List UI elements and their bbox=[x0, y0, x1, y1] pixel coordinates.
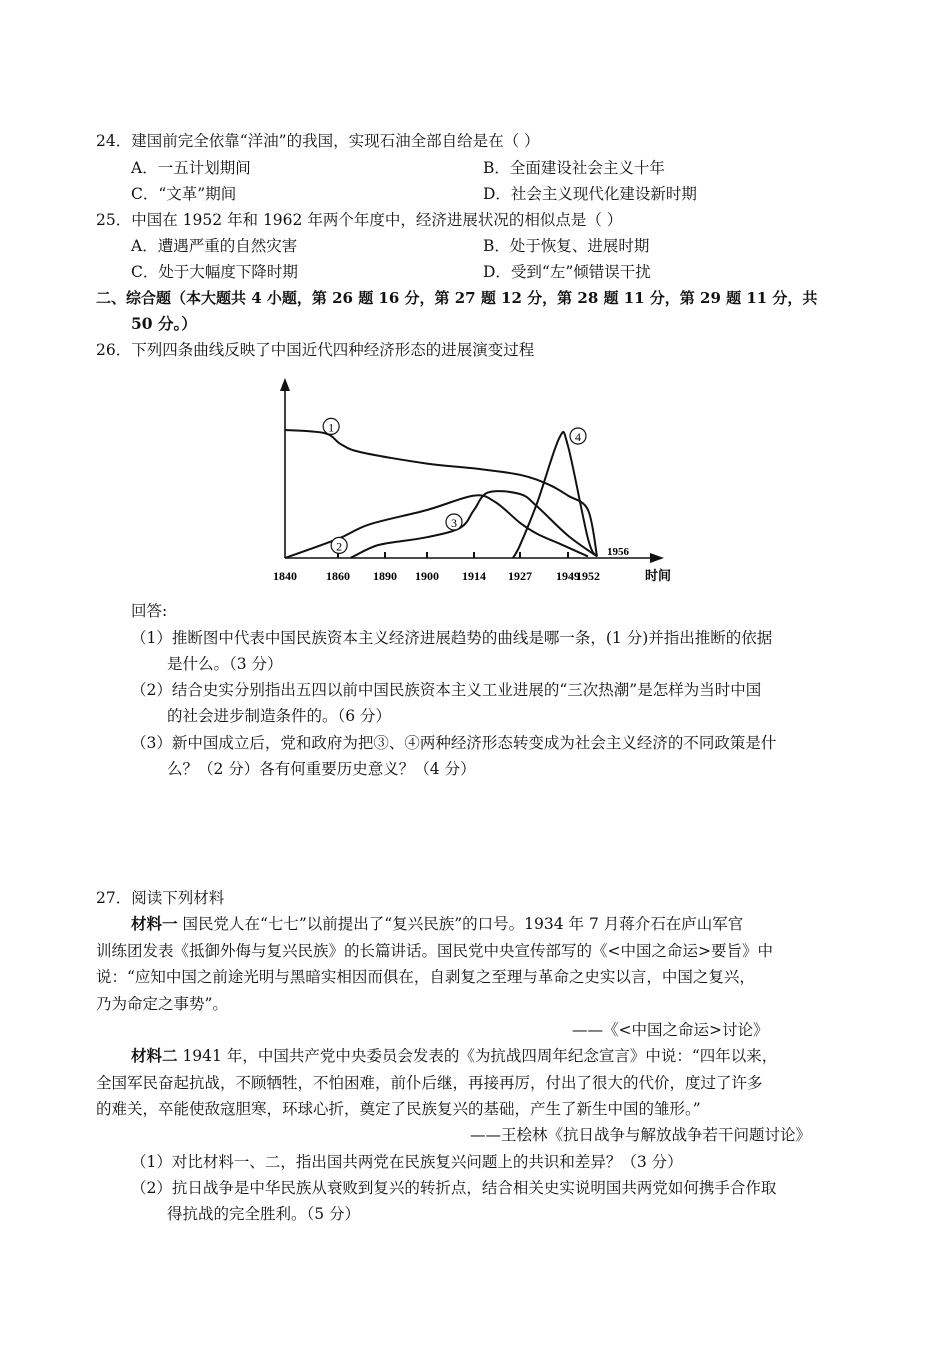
q24-option-c: C．“文革”期间 bbox=[131, 185, 237, 203]
x-tick-label-1914: 1914 bbox=[462, 569, 486, 583]
q25-option-d: D．受到“左”倾错误干扰 bbox=[483, 263, 651, 281]
x-tick-label-1949: 1949 bbox=[556, 569, 580, 583]
series-label-1: 1 bbox=[328, 420, 335, 435]
q27-material2-line3: 的难关，卒能使敌寇胆寒，环球心折，奠定了民族复兴的基础，产生了新生中国的雏形。” bbox=[96, 1100, 701, 1118]
material2-label: 材料二 bbox=[131, 1046, 178, 1065]
x-axis-arrow bbox=[650, 553, 664, 563]
q27-sub2-line1: （2）抗日战争是中华民族从衰败到复兴的转折点，结合相关史实说明国共两党如何携手合作取 bbox=[131, 1179, 777, 1197]
annotation-1956: 1956 bbox=[607, 546, 629, 558]
q26-answer-label: 回答: bbox=[131, 602, 168, 620]
q26-sub1-line2: 是什么。（3 分） bbox=[167, 655, 283, 673]
q25-stem: 25．中国在 1952 年和 1962 年两个年度中，经济进展状况的相似点是（ ） bbox=[96, 211, 623, 229]
q25-option-a: A．遭遇严重的自然灾害 bbox=[131, 237, 298, 255]
q27-material1-line4: 乃为命定之事势”。 bbox=[96, 995, 228, 1013]
q27-sub1: （1）对比材料一、二，指出国共两党在民族复兴问题上的共识和差异？（3 分） bbox=[131, 1153, 683, 1171]
curve-series-4 bbox=[513, 432, 597, 558]
series-label-4: 4 bbox=[575, 430, 581, 444]
chart-axes bbox=[280, 378, 664, 563]
q24-option-b: B．全面建设社会主义十年 bbox=[483, 159, 665, 177]
q26-stem: 26．下列四条曲线反映了中国近代四种经济形态的进展演变过程 bbox=[96, 341, 535, 359]
q26-sub1-line1: （1）推断图中代表中国民族资本主义经济进展趋势的曲线是哪一条，(1 分)并指出推断的依据 bbox=[131, 629, 773, 647]
q27-material1-line1 bbox=[131, 914, 743, 934]
q27-sub2-line2: 得抗战的完全胜利。（5 分） bbox=[167, 1205, 361, 1223]
q27-material2-line2: 全国军民奋起抗战，不顾牺牲，不怕困难，前仆后继，再接再厉，付出了很大的代价，度过了许多 bbox=[96, 1074, 763, 1092]
q26-sub2-line2: 的社会进步制造条件的。（6 分） bbox=[167, 707, 392, 725]
q27-material1-line3: 说：“应知中国之前途光明与黑暗实相因而俱在，自剥复之至理与革命之史实以言，中国之复兴， bbox=[96, 968, 755, 986]
q26-sub3-line1: （3）新中国成立后，党和政府为把③、④两种经济形态转变成为社会主义经济的不同政策是什 bbox=[131, 734, 777, 752]
material1-label: 材料一 bbox=[131, 914, 178, 933]
material1-text: 国民党人在“七七”以前提出了“复兴民族”的口号。1934 年 7 月蒋介石在庐山军官 bbox=[177, 915, 744, 933]
economy-curves-chart bbox=[270, 375, 690, 590]
x-axis-label: 时间 bbox=[645, 568, 672, 583]
section2-heading-line2: 50 分。） bbox=[131, 314, 197, 333]
x-tick-label-1927: 1927 bbox=[508, 569, 532, 583]
q24-option-a: A．一五计划期间 bbox=[131, 159, 251, 177]
q27-material1-source: ——《<中国之命运>讨论》 bbox=[572, 1021, 769, 1039]
curve-series-3 bbox=[351, 491, 597, 558]
q27-material2-line1 bbox=[131, 1046, 777, 1066]
curve-series-2 bbox=[285, 495, 588, 558]
q26-sub2-line1: （2）结合史实分别指出五四以前中国民族资本主义工业进展的“三次热潮”是怎样为当时中国 bbox=[131, 681, 762, 699]
q27-stem: 27．阅读下列材料 bbox=[96, 889, 225, 907]
series-label-3: 3 bbox=[451, 516, 457, 530]
series-label-2: 2 bbox=[336, 539, 343, 554]
q25-option-c: C．处于大幅度下降时期 bbox=[131, 263, 298, 281]
curve-series-1 bbox=[285, 430, 597, 556]
x-tick-label-1900: 1900 bbox=[415, 569, 439, 583]
x-tick-label-1952: 1952 bbox=[576, 569, 600, 583]
q24-option-d: D．社会主义现代化建设新时期 bbox=[483, 185, 697, 203]
y-axis-arrow bbox=[280, 378, 290, 391]
q27-material2-source: ——王桧林《抗日战争与解放战争若干问题讨论》 bbox=[470, 1126, 812, 1144]
q26-sub3-line2: 么？（2 分）各有何重要历史意义？（4 分） bbox=[167, 760, 476, 778]
x-tick-label-1860: 1860 bbox=[326, 569, 350, 583]
material2-text: 1941 年，中国共产党中央委员会发表的《为抗战四周年纪念宣言》中说：“四年以来， bbox=[177, 1047, 778, 1065]
q25-option-b: B．处于恢复、进展时期 bbox=[483, 237, 650, 255]
x-tick-label-1840: 1840 bbox=[273, 569, 297, 583]
section2-heading-line1: 二、综合题（本大题共 4 小题，第 26 题 16 分，第 27 题 12 分，第 28 题 11 分，第 29 题 11 分，共 bbox=[96, 289, 818, 307]
q27-material1-line2: 训练团发表《抵御外侮与复兴民族》的长篇讲话。国民党中央宣传部写的《<中国之命运>要旨》中 bbox=[96, 942, 773, 960]
q24-stem: 24．建国前完全依靠“洋油”的我国，实现石油全部自给是在（ ） bbox=[96, 132, 540, 150]
x-tick-label-1890: 1890 bbox=[373, 569, 397, 583]
